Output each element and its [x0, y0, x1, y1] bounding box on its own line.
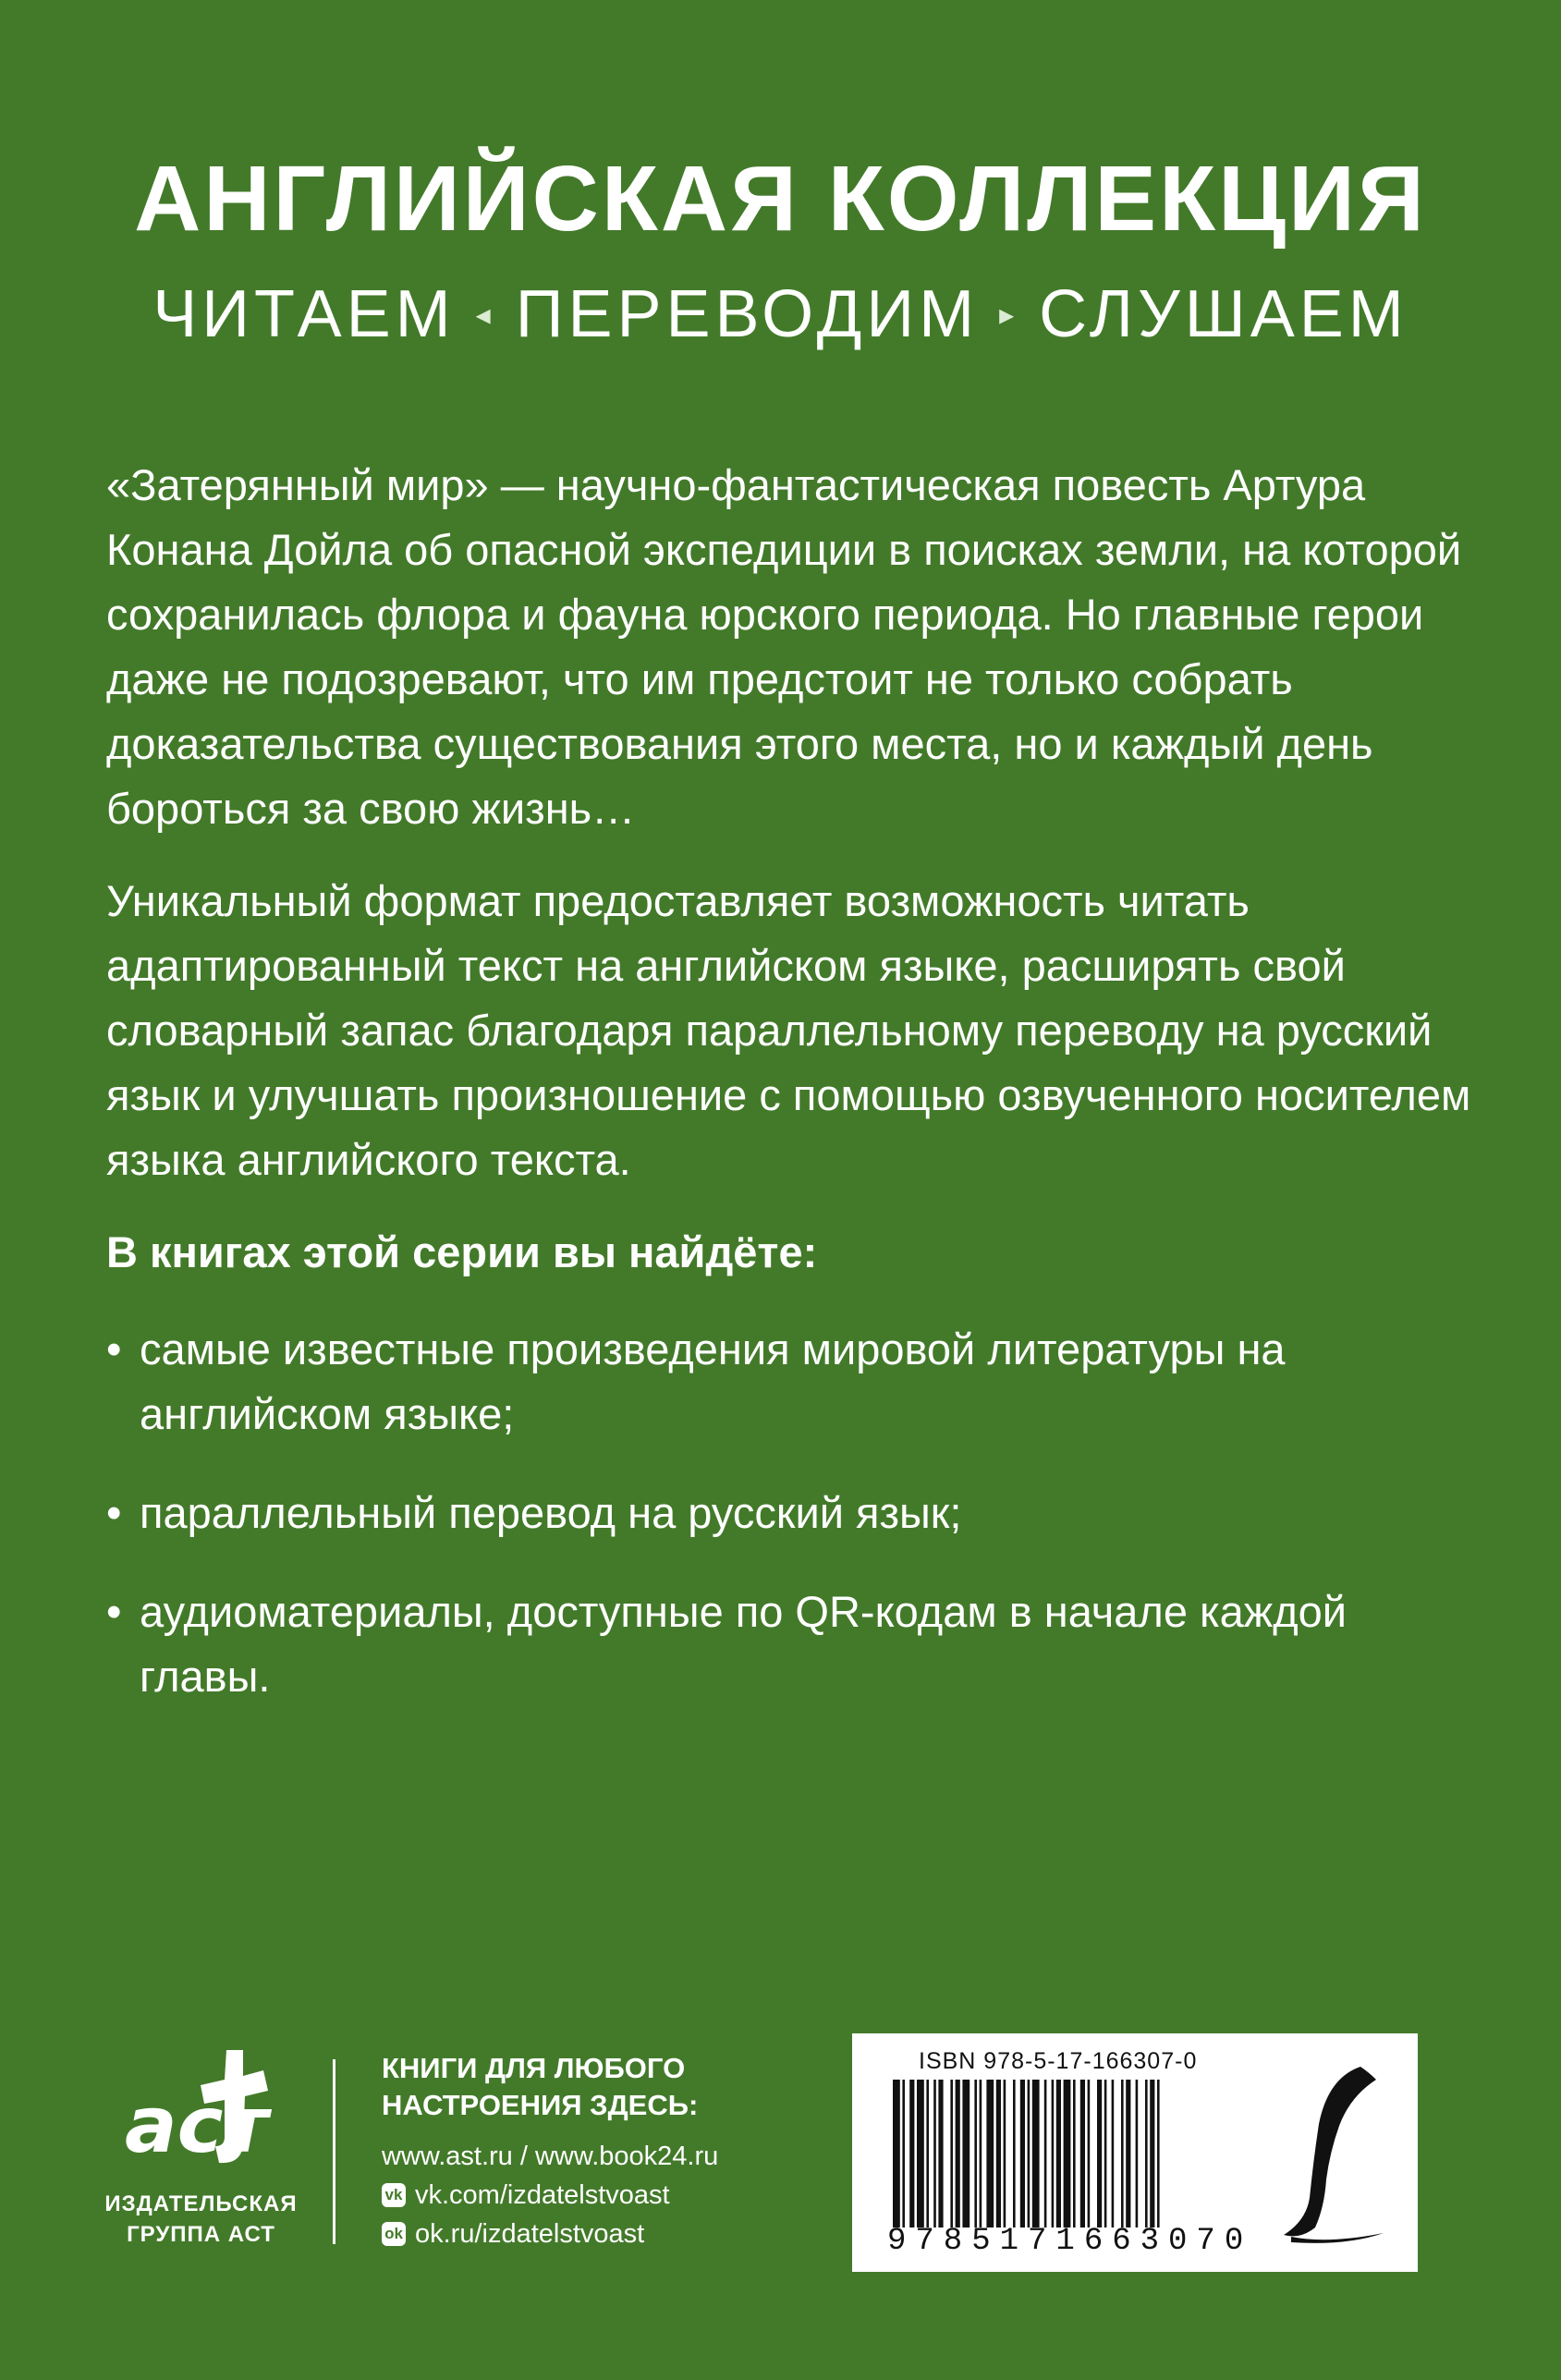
list-item-text: аудиоматериалы, доступные по QR-кодам в начале каждой главы.	[140, 1587, 1348, 1701]
publisher-links	[382, 2050, 844, 2253]
description-text: — научно-фантастическая повесть Артура Конана Дойла об опасной экспедиции в поисках земли, на которой сохранилась флора и фауна юрского периода. Но главные герои даже не подозревают, что им предстоит не только собрать доказательства существования этого места, но и каждый день бороться за свою жизнь…	[106, 460, 1462, 833]
series-tagline	[0, 273, 1561, 356]
ok-link[interactable]	[382, 2215, 844, 2253]
tagline-translate: ПЕРЕВОДИМ	[515, 277, 980, 351]
list-item-text: самые известные произведения мировой литературы на английском языке;	[140, 1324, 1286, 1438]
vk-link[interactable]	[382, 2176, 844, 2215]
bullet-icon: •	[106, 1587, 122, 1636]
description-paragraph-2: Уникальный формат предоставляет возможность читать адаптированный текст на английском языке, расширять свой словарный запас благодаря параллельному переводу на русский язык и улучшать произношение с помощью озвученного носителем языка английского текста.	[106, 876, 1471, 1184]
barcode-box	[852, 2033, 1418, 2272]
publisher-name	[102, 2189, 300, 2250]
isbn-number: ISBN 978-5-17-166307-0	[919, 2048, 1198, 2074]
ast-logo-icon	[116, 2043, 291, 2172]
tagline-read: ЧИТАЕМ	[152, 277, 456, 351]
svg-text:аст: аст	[125, 2080, 269, 2170]
arrow-left-icon: ◂	[475, 298, 495, 331]
description-paragraph-1	[106, 453, 1474, 841]
list-item	[106, 1580, 1382, 1709]
ok-link-text: ok.ru/izdatelstvoast	[415, 2219, 645, 2249]
footer-divider	[333, 2059, 335, 2244]
ean-number: 9785171663070	[887, 2224, 1253, 2259]
list-item	[106, 1317, 1382, 1446]
links-heading-line-1: КНИГИ ДЛЯ ЛЮБОГО	[382, 2052, 686, 2084]
arrow-right-icon: ▸	[999, 298, 1019, 331]
vk-link-text: vk.com/izdatelstvoast	[415, 2180, 670, 2210]
bullet-icon: •	[106, 1488, 122, 1537]
book-title: «Затерянный мир»	[106, 460, 489, 509]
publisher-logo	[102, 2043, 300, 2246]
tagline-listen: СЛУШАЕМ	[1039, 277, 1409, 351]
list-item	[106, 1481, 1382, 1545]
quill-logo-icon	[1273, 2059, 1393, 2249]
features-list	[106, 1317, 1382, 1743]
series-title: АНГЛИЙСКАЯ КОЛЛЕКЦИЯ	[134, 147, 1427, 250]
barcode-icon	[889, 2080, 1277, 2227]
links-heading	[382, 2050, 844, 2124]
bullet-icon: •	[106, 1324, 122, 1373]
list-item-text: параллельный перевод на русский язык;	[140, 1488, 962, 1537]
features-heading: В книгах этой серии вы найдёте:	[106, 1227, 818, 1276]
publisher-name-line-2: ГРУППА АСТ	[127, 2222, 275, 2247]
websites-link[interactable]: www.ast.ru / www.book24.ru	[382, 2142, 719, 2171]
ok-icon: ok	[382, 2222, 406, 2246]
links-heading-line-2: НАСТРОЕНИЯ ЗДЕСЬ:	[382, 2089, 699, 2121]
publisher-name-line-1: ИЗДАТЕЛЬСКАЯ	[104, 2191, 298, 2216]
vk-icon: vk	[382, 2183, 406, 2207]
